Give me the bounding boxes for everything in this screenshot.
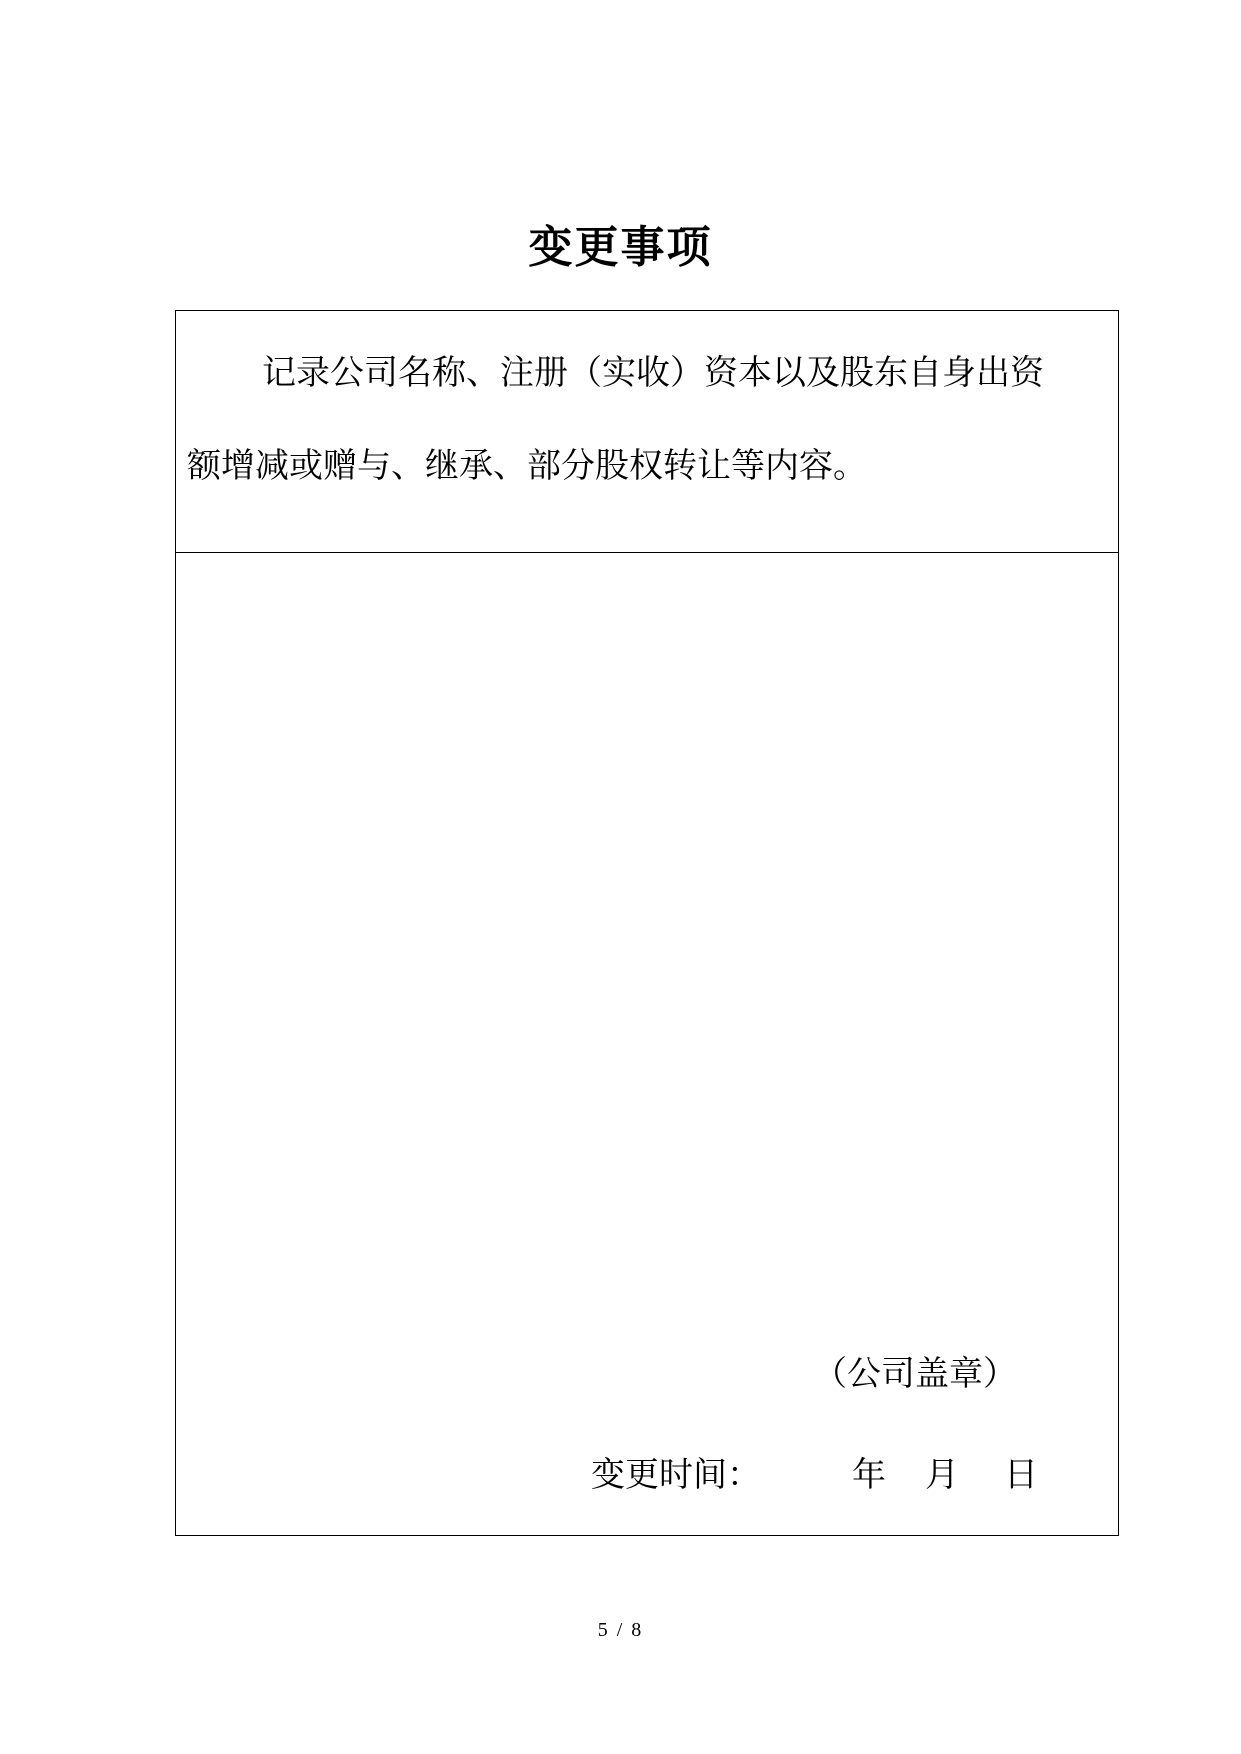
instruction-text-line-1: 记录公司名称、注册（实收）资本以及股东自身出资 xyxy=(262,353,1044,393)
change-date-label: 变更时间： xyxy=(591,1455,761,1495)
year-label: 年 xyxy=(852,1455,886,1495)
company-seal-label: （公司盖章） xyxy=(813,1354,1017,1394)
instruction-text-line-2: 额增减或赠与、继承、部分股权转让等内容。 xyxy=(187,446,867,486)
instruction-cell xyxy=(176,311,1118,553)
page-number: 5 / 8 xyxy=(597,1619,644,1641)
page-title: 变更事项 xyxy=(528,222,713,273)
day-label: 日 xyxy=(1004,1455,1038,1495)
month-label: 月 xyxy=(925,1455,959,1495)
change-items-form xyxy=(175,310,1119,1536)
change-content-area xyxy=(176,553,1118,1535)
